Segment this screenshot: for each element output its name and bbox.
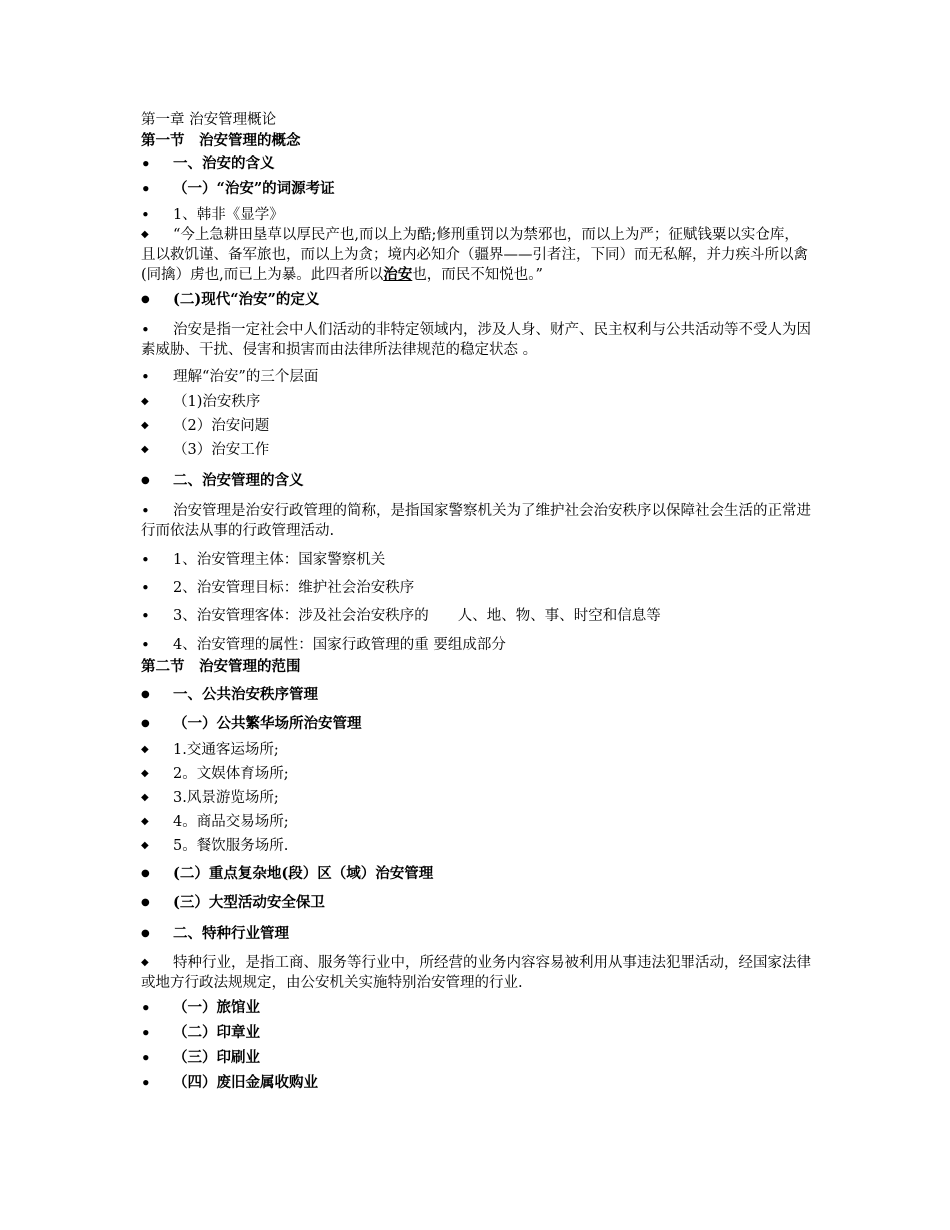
list-item: ◆ 2。文娱体育场所; <box>141 764 811 784</box>
bullet-diamond-icon <box>141 225 161 247</box>
heading-1: • 一、治安的含义 <box>141 154 811 174</box>
bullet-dot-icon <box>141 179 161 200</box>
list-item: • （一）旅馆业 <box>141 998 811 1018</box>
chapter-title: 第一章 治安管理概论 <box>141 112 277 128</box>
management-definition: • 治安管理是治安行政管理的简称，是指国家警察机关为了维护社会治安秩序以保障社会生活的正常进行而依法从事的行政管理活动. <box>141 501 811 541</box>
bullet-dot-icon <box>141 550 161 571</box>
list-item-hanfei: • 1、韩非《显学》 <box>141 205 811 225</box>
bullet-large-dot-icon <box>141 714 161 736</box>
bullet-dot-icon <box>141 154 161 175</box>
bullet-diamond-icon <box>141 788 161 810</box>
bullet-diamond-icon <box>141 440 161 462</box>
bullet-diamond-icon <box>141 392 161 414</box>
heading-1-1: • （一）“治安”的词源考证 <box>141 179 811 199</box>
list-item: ◆ 4。商品交易场所; <box>141 812 811 832</box>
list-item: • 1、治安管理主体：国家警察机关 <box>141 550 811 570</box>
list-item: ◆ 1.交通客运场所; <box>141 740 811 760</box>
list-item: ◆ （3）治安工作 <box>141 440 811 460</box>
list-item: • （三）印刷业 <box>141 1048 811 1068</box>
list-item: ◆ （1)治安秩序 <box>141 392 811 412</box>
bullet-diamond-icon <box>141 740 161 762</box>
bullet-diamond-icon <box>141 812 161 834</box>
bullet-diamond-icon <box>141 764 161 786</box>
quote-paragraph: ◆ “今上急耕田垦草以厚民产也,而以上为酷;修刑重罚以为禁邪也，而以上为严；征赋钱粟以实仓库，且以救饥谨、备军旅也，而以上为贪；境内必知介（疆界——引者注，下同）而无私解，并力疾斗所以禽(同擒）虏也,而已上为暴。此四者所以治安也，而民不知悦也。” <box>141 225 811 285</box>
bullet-large-dot-icon <box>141 471 161 493</box>
bullet-dot-icon <box>141 606 161 627</box>
list-item: • 4、治安管理的属性：国家行政管理的重 要组成部分 <box>141 635 811 655</box>
bullet-diamond-icon <box>141 953 161 975</box>
heading-2-1-3: ● (三）大型活动安全保卫 <box>141 893 811 913</box>
bullet-diamond-icon <box>141 836 161 858</box>
section-2-title: 第二节 治安管理的范围 <box>141 658 301 675</box>
underlined-term: 治安 <box>383 266 413 283</box>
bullet-dot-icon <box>141 320 161 341</box>
bullet-large-dot-icon <box>141 290 161 312</box>
bullet-dot-icon <box>141 1048 161 1069</box>
bullet-large-dot-icon <box>141 864 161 886</box>
list-item: • （四）废旧金属收购业 <box>141 1073 811 1093</box>
bullet-dot-icon <box>141 998 161 1019</box>
list-item: • （二）印章业 <box>141 1023 811 1043</box>
bullet-dot-icon <box>141 578 161 599</box>
bullet-dot-icon <box>141 501 161 522</box>
heading-1-2: ● (二)现代“治安”的定义 <box>141 290 811 310</box>
special-industry-definition: ◆ 特种行业，是指工商、服务等行业中，所经营的业务内容容易被利用从事违法犯罪活动，经国家法律或地方行政法规规定，由公安机关实施特别治安管理的行业. <box>141 953 811 993</box>
bullet-dot-icon <box>141 205 161 226</box>
levels-intro: • 理解“治安”的三个层面 <box>141 367 811 387</box>
heading-2-1: ● 一、公共治安秩序管理 <box>141 685 811 705</box>
bullet-dot-icon <box>141 635 161 656</box>
heading-2-1-1: ● （一）公共繁华场所治安管理 <box>141 714 811 734</box>
list-item: • 3、治安管理客体：涉及社会治安秩序的 人、地、物、事、时空和信息等 <box>141 606 811 626</box>
section-1-title: 第一节 治安管理的概念 <box>141 132 301 149</box>
bullet-diamond-icon <box>141 416 161 438</box>
bullet-large-dot-icon <box>141 924 161 946</box>
list-item: • 2、治安管理目标：维护社会治安秩序 <box>141 578 811 598</box>
bullet-dot-icon <box>141 367 161 388</box>
list-item: ◆ （2）治安问题 <box>141 416 811 436</box>
heading-2-2: ● 二、特种行业管理 <box>141 924 811 944</box>
list-item: ◆ 3.风景游览场所; <box>141 788 811 808</box>
heading-2-1-2: ● (二）重点复杂地(段）区（域）治安管理 <box>141 864 811 884</box>
bullet-large-dot-icon <box>141 893 161 915</box>
bullet-dot-icon <box>141 1073 161 1094</box>
bullet-dot-icon <box>141 1023 161 1044</box>
list-item: ◆ 5。餐饮服务场所. <box>141 836 811 856</box>
bullet-large-dot-icon <box>141 685 161 707</box>
heading-2: ● 二、治安管理的含义 <box>141 471 811 491</box>
definition-paragraph: • 治安是指一定社会中人们活动的非特定领域内，涉及人身、财产、民主权利与公共活动等不受人为因素威胁、干扰、侵害和损害而由法律所法律规范的稳定状态 。 <box>141 320 811 360</box>
